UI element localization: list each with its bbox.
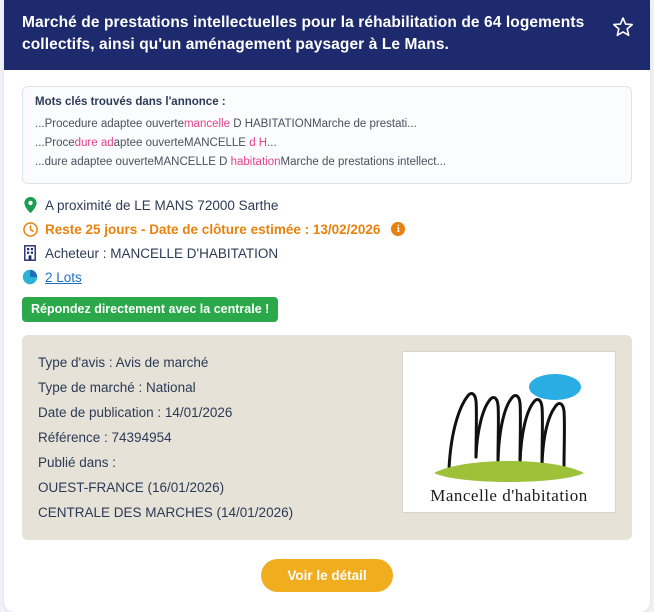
detail-line: CENTRALE DES MARCHES (14/01/2026): [38, 504, 294, 520]
keyword-text-mid: aptee ouverteMANCELLE: [113, 136, 250, 149]
keyword-text-pre: ...dure adaptee ouverteMANCELLE D: [35, 155, 231, 168]
detail-line: Publié dans :: [38, 454, 117, 470]
respond-central-button[interactable]: Répondez directement avec la centrale !: [22, 297, 278, 322]
keyword-text-pre: ...Proce: [35, 136, 75, 149]
location-row: [22, 197, 632, 214]
star-icon[interactable]: [610, 14, 636, 40]
keywords-title: Mots clés trouvés dans l'annonce :: [35, 96, 226, 108]
keyword-highlight: habitation: [230, 155, 281, 168]
deadline-row: [22, 221, 632, 238]
pie-chart-icon: [22, 269, 38, 286]
details-list: [38, 351, 293, 526]
detail-line: Référence : 74394954: [38, 429, 172, 445]
lots-row[interactable]: [22, 269, 632, 286]
keyword-text-mid: Marche de prestations intellect...: [280, 155, 447, 168]
keyword-highlight: mancelle: [183, 118, 230, 130]
location-text: A proximité de LE MANS 72000 Sarthe: [45, 197, 279, 213]
mancelle-habitation-logo: [402, 351, 616, 513]
building-icon: [22, 245, 38, 262]
details-panel: [22, 335, 632, 540]
detail-line: OUEST-FRANCE (16/01/2026): [38, 479, 225, 495]
keyword-highlight: dure ad: [74, 136, 114, 149]
keyword-highlight: d H: [249, 136, 268, 149]
view-detail-button[interactable]: Voir le détail: [261, 559, 392, 592]
clock-icon: [22, 221, 38, 238]
info-icon[interactable]: i: [391, 222, 405, 236]
buyer-row: [22, 245, 632, 262]
detail-line: Type d'avis : Avis de marché: [38, 354, 209, 370]
info-block: [22, 197, 632, 286]
keyword-line: [35, 134, 619, 153]
tender-card: [4, 0, 650, 612]
map-pin-icon: [22, 197, 38, 214]
deadline-text: Reste 25 jours - Date de clôture estimée : 13/02/2026: [45, 221, 381, 237]
detail-line: Date de publication : 14/01/2026: [38, 404, 233, 420]
lots-link[interactable]: 2 Lots: [45, 269, 82, 285]
keyword-line: [35, 153, 619, 172]
keywords-box: [22, 86, 632, 184]
keyword-text-mid: D HABITATIONMarche de prestati...: [230, 118, 417, 130]
logo-text: Mancelle d'habitation: [430, 485, 588, 505]
card-footer: [4, 540, 650, 612]
detail-line: Type de marché : National: [38, 379, 196, 395]
keyword-text-post: ...: [267, 136, 277, 149]
keyword-line: [35, 115, 619, 134]
keyword-text-pre: ...Procedure adaptee ouverte: [35, 118, 184, 130]
page-title: Marché de prestations intellectuelles pour la réhabilitation de 64 logements collectifs, ainsi qu'un aménagement paysager à Le Mans.: [22, 14, 585, 53]
card-header: [4, 0, 650, 70]
buyer-text: Acheteur : MANCELLE D'HABITATION: [45, 245, 279, 261]
